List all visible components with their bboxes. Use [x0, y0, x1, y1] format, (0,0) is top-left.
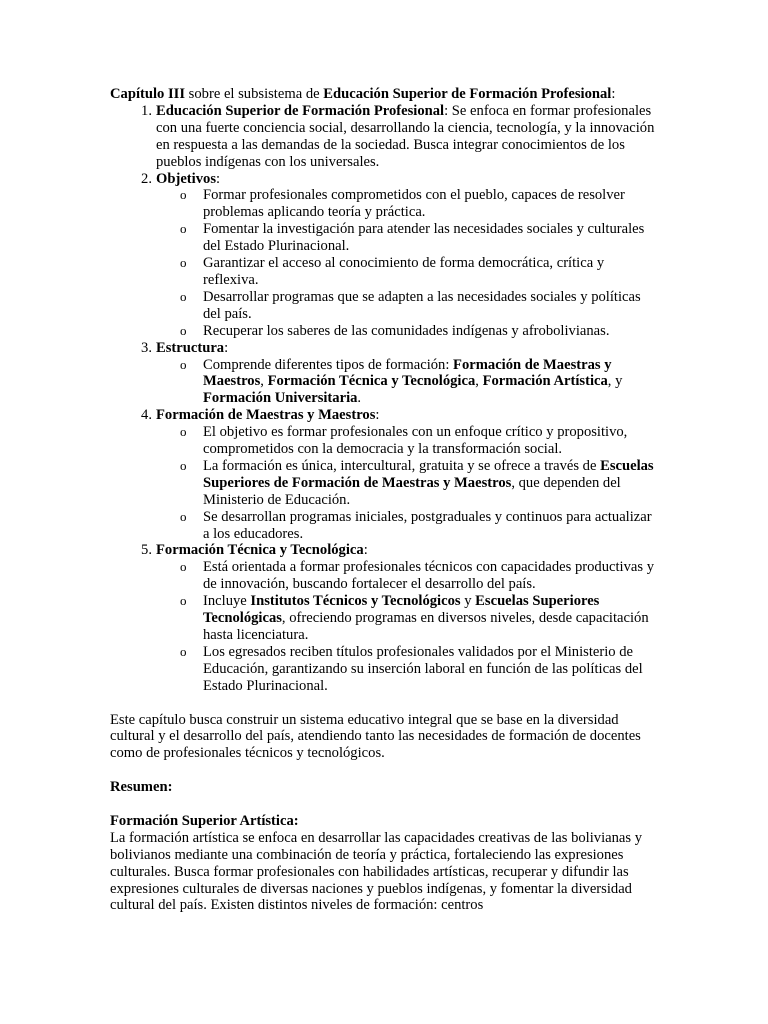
- list-item-4: 4. Formación de Maestras y Maestros: o El objetivo es formar profesionales con un enfoque crítico y propositivo, comprometidos con la democracia y la transformación social. o La formación es única, intercultural, gratuita y se ofrece a través de Escuelas Superiores de Formación de Maestras y Maestros, que dependen del Ministerio de Educación. o Se desarrollan programas iniciales, postgraduales y continuos para actualizar a los educadores.: [110, 407, 658, 542]
- intro-paragraph: Capítulo III sobre el subsistema de Educación Superior de Formación Profesional:: [110, 86, 616, 102]
- list-item: o Garantizar el acceso al conocimiento de forma democrática, crítica y reflexiva.: [180, 255, 605, 288]
- list-item: o Está orientada a formar profesionales técnicos con capacidades productivas y de innovación, buscando fortalecer el desarrollo del país.: [180, 559, 655, 593]
- item-title: Formación Técnica y Tecnológica: [156, 542, 364, 559]
- list-item: o Formar profesionales comprometidos con el pueblo, capaces de resolver problemas aplicando teoría y práctica.: [180, 187, 625, 221]
- bullet-marker: o: [180, 457, 187, 473]
- list-number: 2.: [141, 170, 152, 187]
- bullet-marker: o: [180, 508, 187, 524]
- bullet-marker: o: [180, 221, 187, 237]
- technical-list: [156, 559, 658, 694]
- bullet-marker: o: [180, 322, 187, 338]
- list-item: o Comprende diferentes tipos de formación: Formación de Maestras y Maestros, Formación Técnica y Tecnológica, Formación Artística, y Formación Universitaria.: [180, 356, 623, 407]
- objectives-list: [156, 187, 658, 339]
- item-title: Formación de Maestras y Maestros: [156, 407, 376, 424]
- list-item: o La formación es única, intercultural, gratuita y se ofrece a través de Escuelas Superiores de Formación de Maestras y Maestros, que dependen del Ministerio de Educación.: [180, 457, 654, 508]
- item-title: Objetivos: [156, 170, 216, 187]
- list-item-1: [110, 103, 658, 171]
- bullet-marker: o: [180, 255, 187, 271]
- structure-list: [156, 357, 658, 408]
- closing-paragraph: Este capítulo busca construir un sistema educativo integral que se base en la diversidad cultural y el desarrollo del país, atendiendo tanto las necesidades de formación de docentes como de profesionales técnicos y tecnológicos.: [110, 711, 641, 762]
- bullet-marker: o: [180, 424, 187, 440]
- item-text: : Se enfoca en formar profesionales con una fuerte conciencia social, desarrollando la ciencia, tecnología, y la innovación en respuesta a las demandas de la sociedad. Busca integrar conocimientos de los pueblos indígenas con los universales.: [156, 102, 655, 170]
- list-item-2: 2. Objetivos: o Formar profesionales comprometidos con el pueblo, capaces de resolver problemas aplicando teoría y práctica. o Fomentar la investigación para atender las necesidades sociales y culturales del Estado Plurinacional. o Garantizar el acceso al conocimiento de forma democrática, crítica y reflexiva. o Desarrollar programas que se adapten a las necesidades sociales y políticas del país. o Recuperar los saberes de las comunidades indígenas y afrobolivianas.: [110, 171, 658, 340]
- bullet-marker: o: [180, 288, 187, 304]
- subsystem-name: Educación Superior de Formación Profesional: [323, 86, 612, 102]
- list-item: o Se desarrollan programas iniciales, postgraduales y continuos para actualizar a los educadores.: [180, 508, 652, 542]
- list-number: 4.: [141, 407, 152, 424]
- item-title: Educación Superior de Formación Profesional: [156, 102, 445, 119]
- bullet-marker: o: [180, 559, 187, 575]
- item-title: Estructura: [156, 339, 225, 356]
- artistic-paragraph: La formación artística se enfoca en desarrollar las capacidades creativas de las bolivianas y bolivianos mediante una combinación de teoría y práctica, fortaleciendo las expresiones culturales. Busca formar profesionales con habilidades artísticas, recuperar y difundir las expresiones culturales de diversas naciones y pueblos indígenas, y fomentar la diversidad cultural del país. Existen distintos niveles de formación: centros: [110, 829, 643, 914]
- list-item: o Incluye Institutos Técnicos y Tecnológicos y Escuelas Superiores Tecnológicas, ofreciendo programas en diversos niveles, desde capacitación hasta licenciatura.: [180, 593, 649, 643]
- chapter-label: Capítulo III: [110, 86, 186, 102]
- list-item-3: 3. Estructura: o Comprende diferentes tipos de formación: Formación de Maestras y Maestros, Formación Técnica y Tecnológica, Formación Artística, y Formación Universitaria.: [110, 340, 658, 408]
- list-item: o Desarrollar programas que se adapten a las necesidades sociales y políticas del país.: [180, 288, 641, 322]
- bullet-marker: o: [180, 356, 187, 372]
- document-body: [110, 86, 658, 914]
- list-item: o Los egresados reciben títulos profesionales validados por el Ministerio de Educación, garantizando su inserción laboral en función de las políticas del Estado Plurinacional.: [180, 643, 643, 694]
- teachers-list: [156, 424, 658, 542]
- bullet-marker: o: [180, 187, 187, 203]
- summary-heading: Resumen:: [110, 779, 173, 796]
- bullet-marker: o: [180, 643, 187, 659]
- list-number: 1.: [141, 102, 152, 119]
- list-number: 5.: [141, 542, 152, 559]
- artistic-heading: Formación Superior Artística:: [110, 812, 299, 829]
- list-item: o Recuperar los saberes de las comunidades indígenas y afrobolivianas.: [180, 322, 610, 339]
- list-item: o Fomentar la investigación para atender las necesidades sociales y culturales del Estado Plurinacional.: [180, 221, 645, 255]
- bullet-marker: o: [180, 593, 187, 609]
- list-item-5: 5. Formación Técnica y Tecnológica: o Está orientada a formar profesionales técnicos con capacidades productivas y de innovación, buscando fortalecer el desarrollo del país. o Incluye Institutos Técnicos y Tecnológicos y Escuelas Superiores Tecnológicas, ofreciendo programas en diversos niveles, desde capacitación hasta licenciatura. o Los egresados reciben títulos profesionales validados por el Ministerio de Educación, garantizando su inserción laboral en función de las políticas del Estado Plurinacional.: [110, 542, 658, 694]
- list-item: o El objetivo es formar profesionales con un enfoque crítico y propositivo, comprometidos con la democracia y la transformación social.: [180, 424, 628, 458]
- list-number: 3.: [141, 339, 152, 356]
- numbered-list: [110, 103, 658, 695]
